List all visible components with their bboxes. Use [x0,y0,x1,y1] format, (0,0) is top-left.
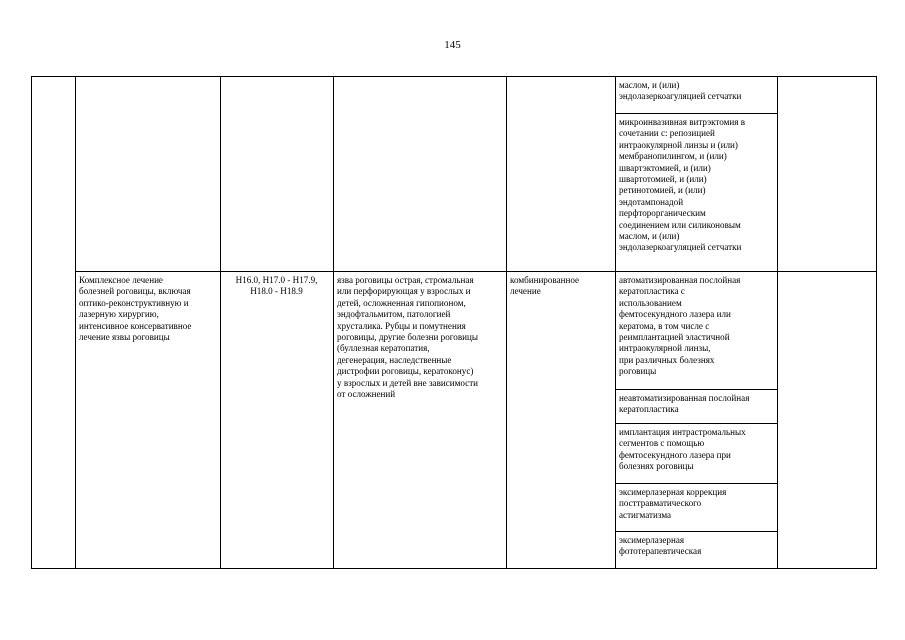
cell-empty-norm [778,77,877,272]
cell-method: эксимерлазерная фототерапевтическая [616,532,778,569]
cell-empty-name [76,77,221,272]
table-row [32,77,877,114]
cell-empty-norm [778,272,877,569]
cell-name: Комплексное лечение болезней роговицы, включая оптико-реконструктивную и лазерную хирургию, интенсивное консервативное лечение язвы роговицы [76,272,221,569]
cell-method: маслом, и (или) эндолазеркоагуляцией сетчатки [616,77,778,114]
page-number: 145 [444,39,461,51]
cell-empty-codes [221,77,334,272]
cell-method: автоматизированная послойная кератопластика с использованием фемтосекундного лазера или кератома, в том числе с реимплантацией эластичной интраокулярной линзы, при различных болезнях роговицы [616,272,778,390]
cell-treatment-type: комбинированное лечение [507,272,616,569]
table-row [32,272,877,390]
cell-method: неавтоматизированная послойная кератопластика [616,390,778,424]
cell-empty-treatment [507,77,616,272]
cell-number [32,77,76,569]
cell-method: микроинвазивная витрэктомия в сочетании с: репозицией интраокулярной линзы и (или) мембранопилингом, и (или) швартэктомией, и (или) швартотомией, и (или) ретинотомией, и (или) эндотампонадой перфторорганическим соединением или силиконовым маслом, и (или) эндолазеркоагуляцией сетчатки [616,114,778,272]
cell-method: эксимерлазерная коррекция посттравматического астигматизма [616,484,778,532]
cell-empty-model [334,77,507,272]
treatment-table [31,76,877,569]
cell-method: имплантация интрастромальных сегментов с помощью фемтосекундного лазера при болезнях роговицы [616,424,778,484]
cell-model: язва роговицы острая, стромальная или перфорирующая у взрослых и детей, осложненная гипопионом, эндофтальмитом, патологией хрусталика. Рубцы и помутнения роговицы, другие болезни роговицы (буллезная кератопатия, дегенерация, наследственные дистрофии роговицы, кератоконус) у взрослых и детей вне зависимости от осложнений [334,272,507,569]
cell-codes: H16.0, H17.0 - H17.9, H18.0 - H18.9 [221,272,334,569]
